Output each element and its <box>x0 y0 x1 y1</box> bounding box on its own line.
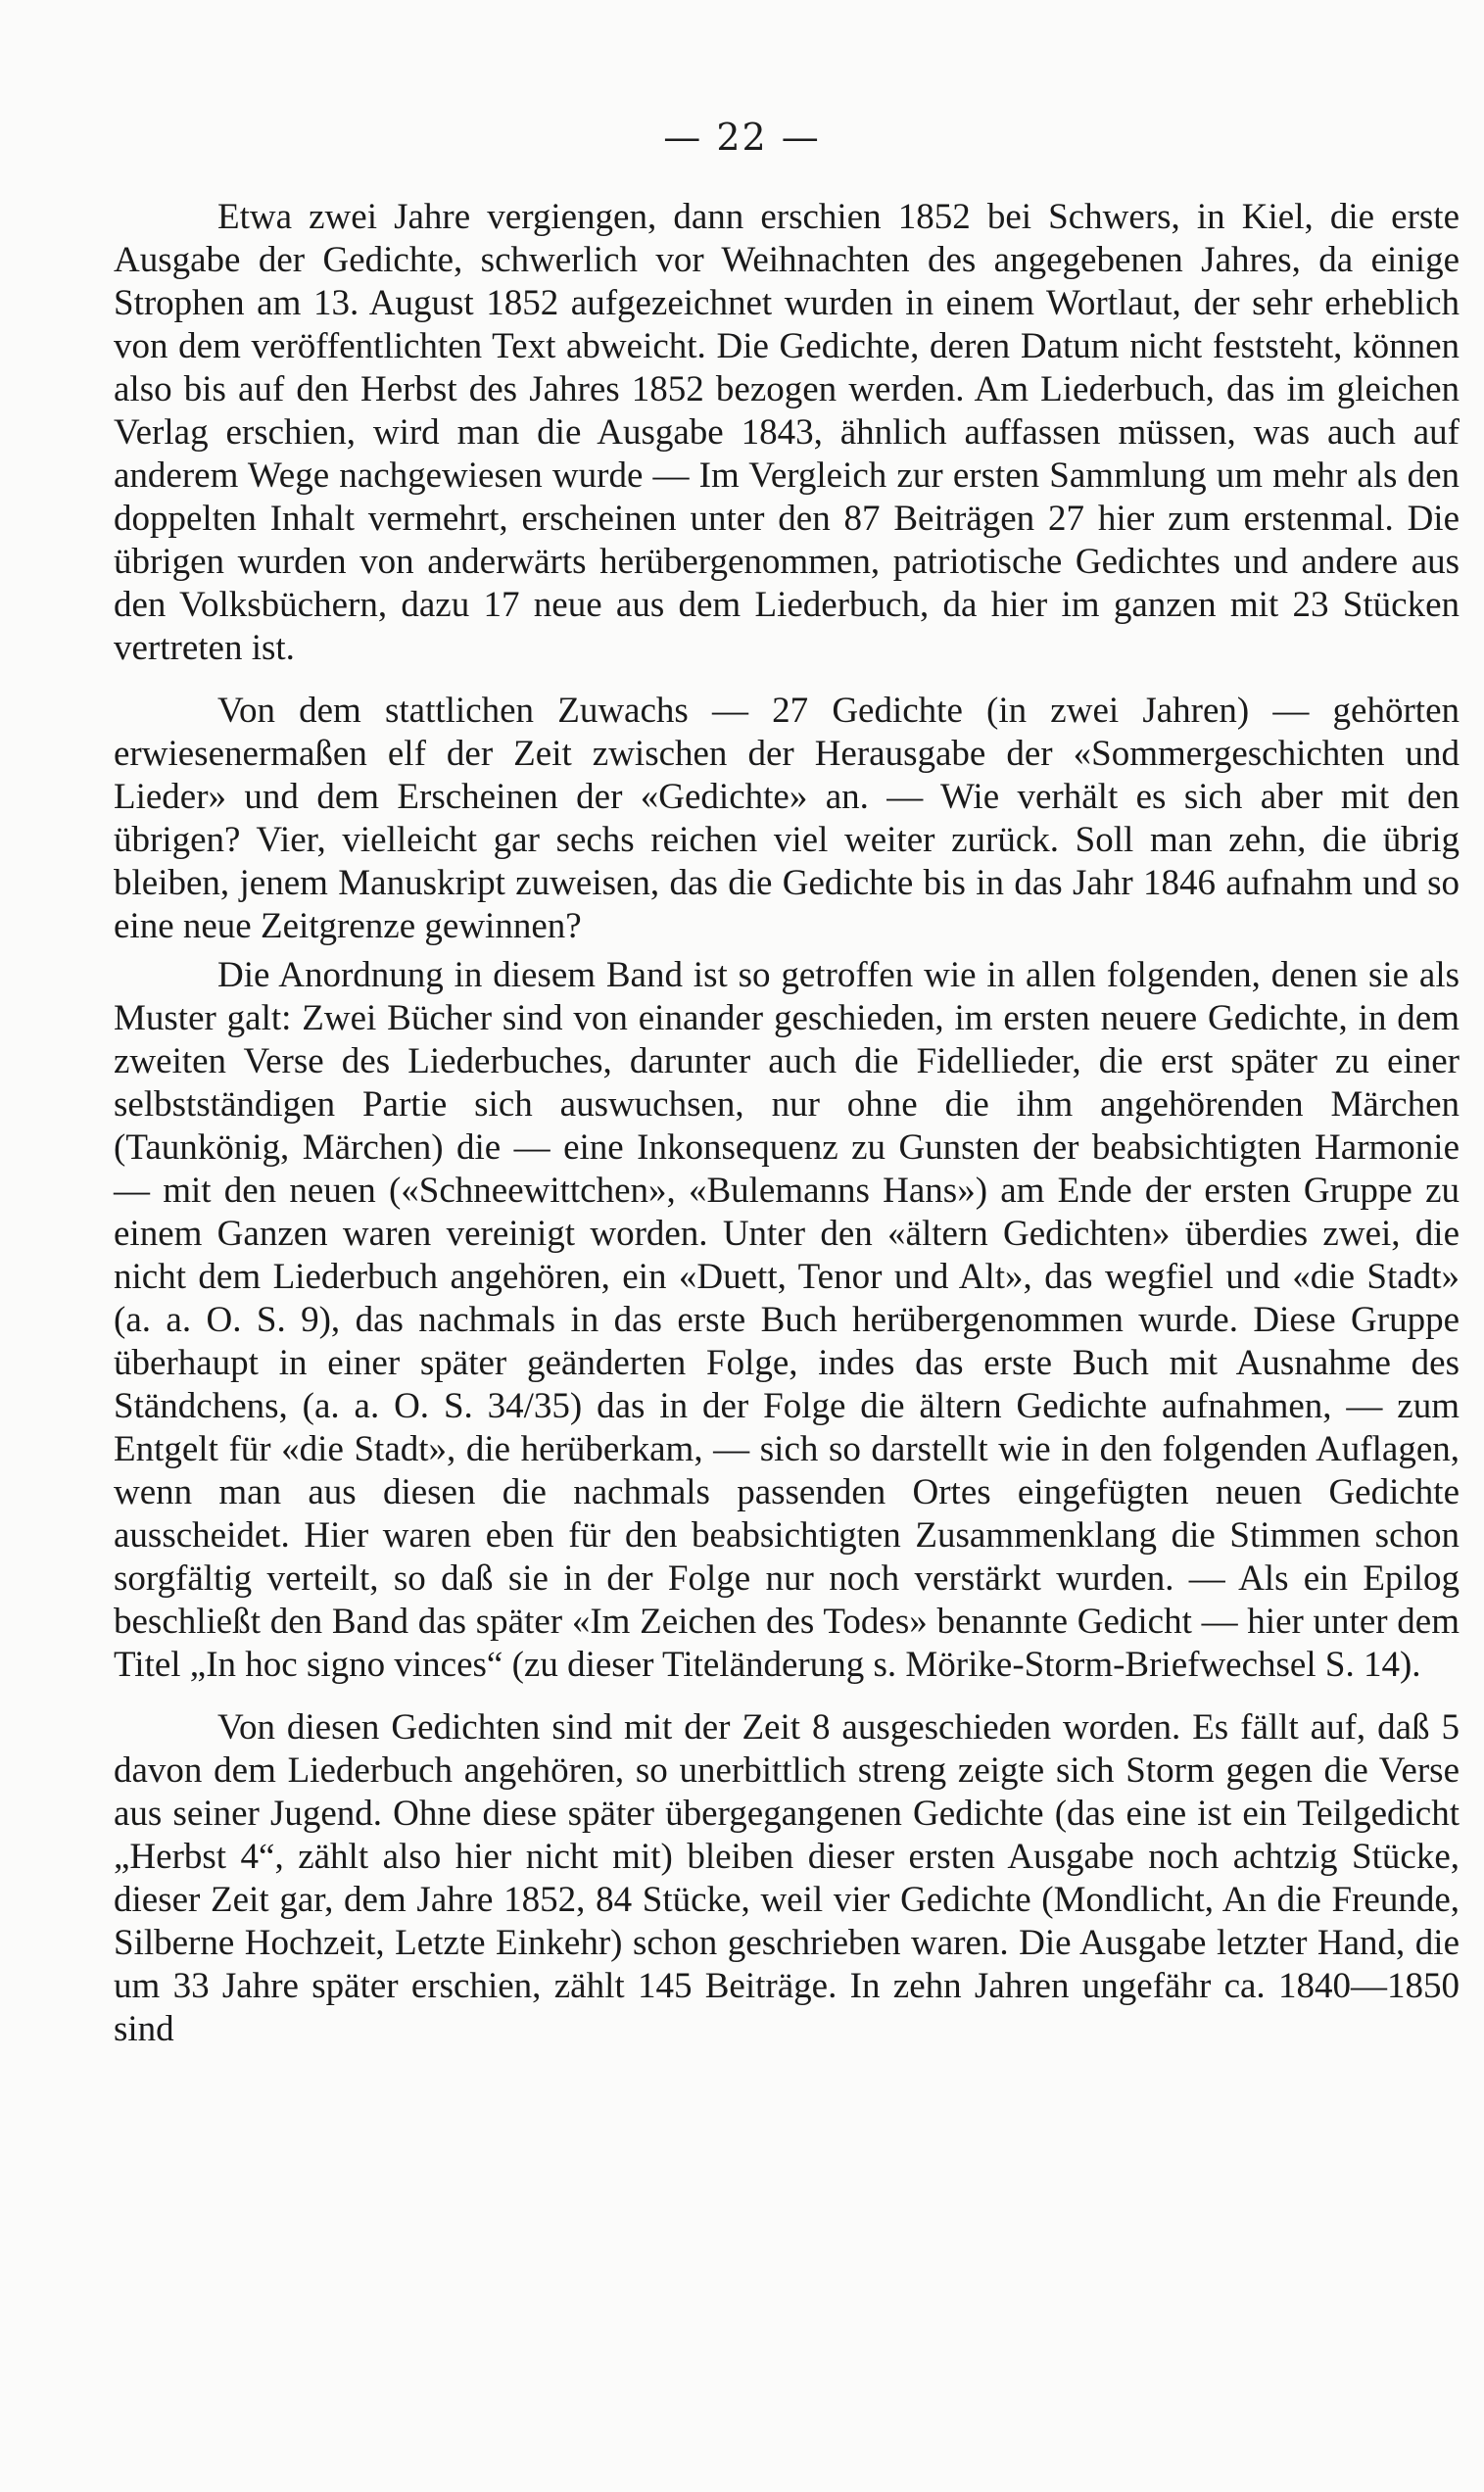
body-text <box>114 196 1460 2051</box>
paragraph-4: Von diesen Gedichten sind mit der Zeit 8 ausgeschieden worden. Es fällt auf, daß 5 davon dem Liederbuch angehören, so unerbittlich streng zeigte sich Storm gegen die Verse aus seiner Jugend. Ohne diese später übergegangenen Gedichte (das eine ist ein Teilgedicht „Herbst 4“, zählt also hier nicht mit) bleiben dieser ersten Ausgabe noch achtzig Stücke, dieser Zeit gar, dem Jahre 1852, 84 Stücke, weil vier Gedichte (Mondlicht, An die Freunde, Silberne Hochzeit, Letzte Einkehr) schon geschrieben waren. Die Ausgabe letzter Hand, die um 33 Jahre später erschien, zählt 145 Beiträge. In zehn Jahren ungefähr ca. 1840—1850 sind <box>114 1707 1460 2049</box>
paragraph-1: Etwa zwei Jahre vergiengen, dann erschien 1852 bei Schwers, in Kiel, die erste Ausgabe der Gedichte, schwerlich vor Weihnachten des angegebenen Jahres, da einige Strophen am 13. August 1852 aufgezeichnet wurden in einem Wortlaut, der sehr erheblich von dem veröffentlichten Text abweicht. Die Gedichte, deren Datum nicht feststeht, können also bis auf den Herbst des Jahres 1852 bezogen werden. Am Liederbuch, das im gleichen Verlag erschien, wird man die Ausgabe 1843, ähnlich auffassen müssen, was auch auf anderem Wege nachgewiesen wurde — Im Vergleich zur ersten Sammlung um mehr als den doppelten Inhalt vermehrt, erscheinen unter den 87 Beiträgen 27 hier zum erstenmal. Die übrigen wurden von anderwärts herübergenommen, patriotische Gedichtes und andere aus den Volksbüchern, dazu 17 neue aus dem Liederbuch, da hier im ganzen mit 23 Stücken vertreten ist. <box>114 197 1460 668</box>
page-number: — 22 — <box>663 116 821 159</box>
paragraph-3: Die Anordnung in diesem Band ist so getroffen wie in allen folgenden, denen sie als Muster galt: Zwei Bücher sind von einander geschieden, im ersten neuere Gedichte, in dem zweiten Verse des Liederbuches, darunter auch die Fidellieder, die erst später zu einer selbstständigen Partie sich auswuchsen, nur ohne die ihm angehörenden Märchen (Taunkönig, Märchen) die — eine Inkonsequenz zu Gunsten der beabsichtigten Harmonie — mit den neuen («Schneewittchen», «Bulemanns Hans») am Ende der ersten Gruppe zu einem Ganzen waren vereinigt worden. Unter den «ältern Gedichten» überdies zwei, die nicht dem Liederbuch angehören, ein «Duett, Tenor und Alt», das wegfiel und «die Stadt» (a. a. O. S. 9), das nachmals in das erste Buch herübergenommen wurde. Diese Gruppe überhaupt in einer später geänderten Folge, indes das erste Buch mit Ausnahme des Ständchens, (a. a. O. S. 34/35) das in der Folge die ältern Gedichte aufnahmen, — zum Entgelt für «die Stadt», die herüberkam, — sich so darstellt wie in den folgenden Auflagen, wenn man aus diesen die nachmals passenden Ortes eingefügten neuen Gedichte ausscheidet. Hier waren eben für den beabsichtigten Zusammenklang die Stimmen schon sorgfältig verteilt, so daß sie in der Folge nur noch verstärkt wurden. — Als ein Epilog beschließt den Band das später «Im Zeichen des Todes» benannte Gedicht — hier unter dem Titel „In hoc signo vinces“ (zu dieser Titeländerung s. Mörike-Storm-Briefwechsel S. 14). <box>114 955 1460 1685</box>
paragraph-2: Von dem stattlichen Zuwachs — 27 Gedichte (in zwei Jahren) — gehörten erwiesenermaßen elf der Zeit zwischen der Herausgabe der «Sommergeschichten und Lieder» und dem Erscheinen der «Gedichte» an. — Wie verhält es sich aber mit den übrigen? Vier, vielleicht gar sechs reichen viel weiter zurück. Soll man zehn, die übrig bleiben, jenem Manuskript zuweisen, das die Gedichte bis in das Jahr 1846 aufnahm und so eine neue Zeitgrenze gewinnen? <box>114 691 1460 946</box>
